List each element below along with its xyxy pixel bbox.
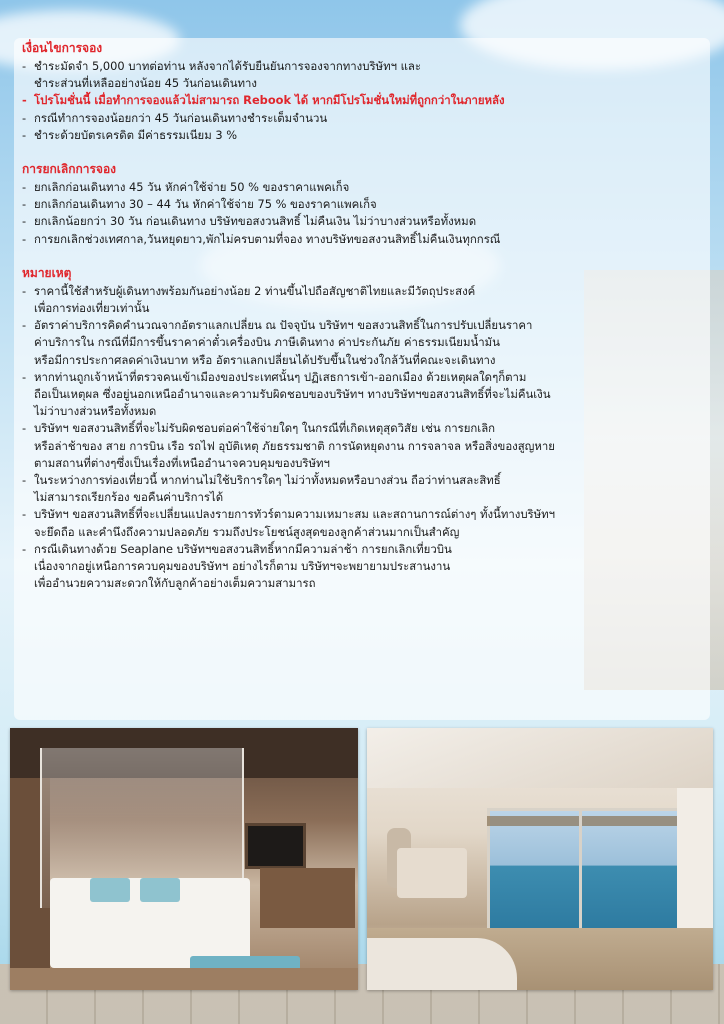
- cancellation-item: - ยกเลิกน้อยกว่า 30 วัน ก่อนเดินทาง บริษัทขอสงวนสิทธิ์ ไม่คืนเงิน ไม่ว่าบางส่วนหรือทั้งหมด: [22, 213, 702, 230]
- pillow: [140, 878, 180, 902]
- remarks-title: หมายเหตุ: [22, 265, 72, 280]
- curtain: [677, 788, 713, 948]
- pillow: [90, 878, 130, 902]
- tv: [245, 823, 306, 869]
- window-frame: [579, 808, 582, 934]
- remark-item: - อัตราค่าบริการคิดคำนวณจากอัตราแลกเปลี่ยน ณ ปัจจุบัน บริษัทฯ ขอสงวนสิทธิ์ในการปรับเปลี่ยนราคา ค่าบริการใน กรณีที่มีการขึ้นราคาค่าตั๋วเครื่องบิน ภาษีเดินทาง ค่าประกันภัย ค่าธรรมเนียมน้ำมัน หรือมีการประกาศลดค่าเงินบาท หรือ อัตราแลกเปลี่ยนได้ปรับขึ้นในช่วงใกล้วันที่คณะจะเดินทาง: [22, 317, 702, 369]
- remark-item: - หากท่านถูกเจ้าหน้าที่ตรวจคนเข้าเมืองของประเทศนั้นๆ ปฏิเสธการเข้า-ออกเมือง ด้วยเหตุผลใดๆก็ตาม ถือเป็นเหตุผล ซึ่งอยู่นอกเหนืออำนาจและความรับผิดชอบของบริษัทฯ ทางบริษัทฯขอสงวนสิทธิ์ที่จะไม่คืนเงิน ไม่ว่าบางส่วนหรือทั้งหมด: [22, 369, 702, 421]
- bedroom-photo: [10, 728, 358, 990]
- thatched-roof: [487, 816, 677, 826]
- content: [22, 40, 702, 592]
- booking-conditions-title: เงื่อนไขการจอง: [22, 41, 103, 55]
- ocean-view-room-photo: [367, 728, 713, 990]
- sofa: [397, 848, 467, 898]
- remark-item: - ในระหว่างการท่องเที่ยวนี้ หากท่านไม่ใช้บริการใดๆ ไม่ว่าทั้งหมดหรือบางส่วน ถือว่าท่านสละสิทธิ์ ไม่สามารถเรียกร้อง ขอคืนค่าบริการได้: [22, 472, 702, 506]
- remark-item: - ราคานี้ใช้สำหรับผู้เดินทางพร้อมกันอย่างน้อย 2 ท่านขึ้นไปถือสัญชาติไทยและมีวัตถุประสงค์ เพื่อการท่องเที่ยวเท่านั้น: [22, 283, 702, 317]
- ceiling: [367, 728, 713, 788]
- photo-strip: [0, 728, 724, 992]
- cabinet: [260, 868, 355, 928]
- cancellation-title: การยกเลิกการจอง: [22, 162, 117, 177]
- booking-item: - กรณีทำการจองน้อยกว่า 45 วันก่อนเดินทางชำระเต็มจำนวน: [22, 110, 702, 127]
- remark-item: - บริษัทฯ ขอสงวนสิทธิ์ที่จะไม่รับผิดชอบต่อค่าใช้จ่ายใดๆ ในกรณีที่เกิดเหตุสุดวิสัย เช่น การยกเลิก หรือล่าช้าของ สาย การบิน เรือ รถไฟ อุบัติเหตุ ภัยธรรมชาติ การนัดหยุดงาน การจลาจล หรือสิ่งของสูญหาย ตามสถานที่ต่างๆซึ่งเป็นเรื่องที่เหนืออำนาจควบคุมของบริษัทฯ: [22, 420, 702, 472]
- cancellation-item: - ยกเลิกก่อนเดินทาง 30 – 44 วัน หักค่าใช้จ่าย 75 % ของราคาแพคเก็จ: [22, 196, 702, 213]
- window-view: [487, 808, 683, 934]
- remark-item: - บริษัทฯ ขอสงวนสิทธิ์ที่จะเปลี่ยนแปลงรายการทัวร์ตามความเหมาะสม และสถานการณ์ต่างๆ ทั้งนี้ทางบริษัทฯ จะยึดถือ และคำนึงถึงความปลอดภัย รวมถึงประโยชน์สูงสุดของลูกค้าส่วนมากเป็นสำคัญ: [22, 506, 702, 540]
- bed-corner: [367, 938, 517, 990]
- remark-item: - กรณีเดินทางด้วย Seaplane บริษัทฯขอสงวนสิทธิ์หากมีความล่าช้า การยกเลิกเที่ยวบิน เนื่องจากอยู่เหนือการควบคุมของบริษัทฯ อย่างไรก็ตาม บริษัทฯจะพยายามประสานงาน เพื่ออำนวยความสะดวกให้กับลูกค้าอย่างเต็มความสามารถ: [22, 541, 702, 593]
- booking-item-promotion-note: - โปรโมชั่นนี้ เมื่อทำการจองแล้วไม่สามารถ Rebook ได้ หากมีโปรโมชั่นใหม่ที่ถูกกว่าในภายหลัง: [22, 92, 702, 109]
- cancellation-item: - การยกเลิกช่วงเทศกาล,วันหยุดยาว,พักไม่ครบตามที่จอง ทางบริษัทขอสงวนสิทธิ์ไม่คืนเงินทุกกรณี: [22, 231, 702, 248]
- floor: [10, 968, 358, 990]
- booking-item: - ชำระมัดจำ 5,000 บาทต่อท่าน หลังจากได้รับยืนยันการจองจากทางบริษัทฯ และ ชำระส่วนที่เหลืออย่างน้อย 45 วันก่อนเดินทาง: [22, 58, 702, 92]
- cancellation-item: - ยกเลิกก่อนเดินทาง 45 วัน หักค่าใช้จ่าย 50 % ของราคาแพคเก็จ: [22, 179, 702, 196]
- booking-item: - ชำระด้วยบัตรเครดิต มีค่าธรรมเนียม 3 %: [22, 127, 702, 144]
